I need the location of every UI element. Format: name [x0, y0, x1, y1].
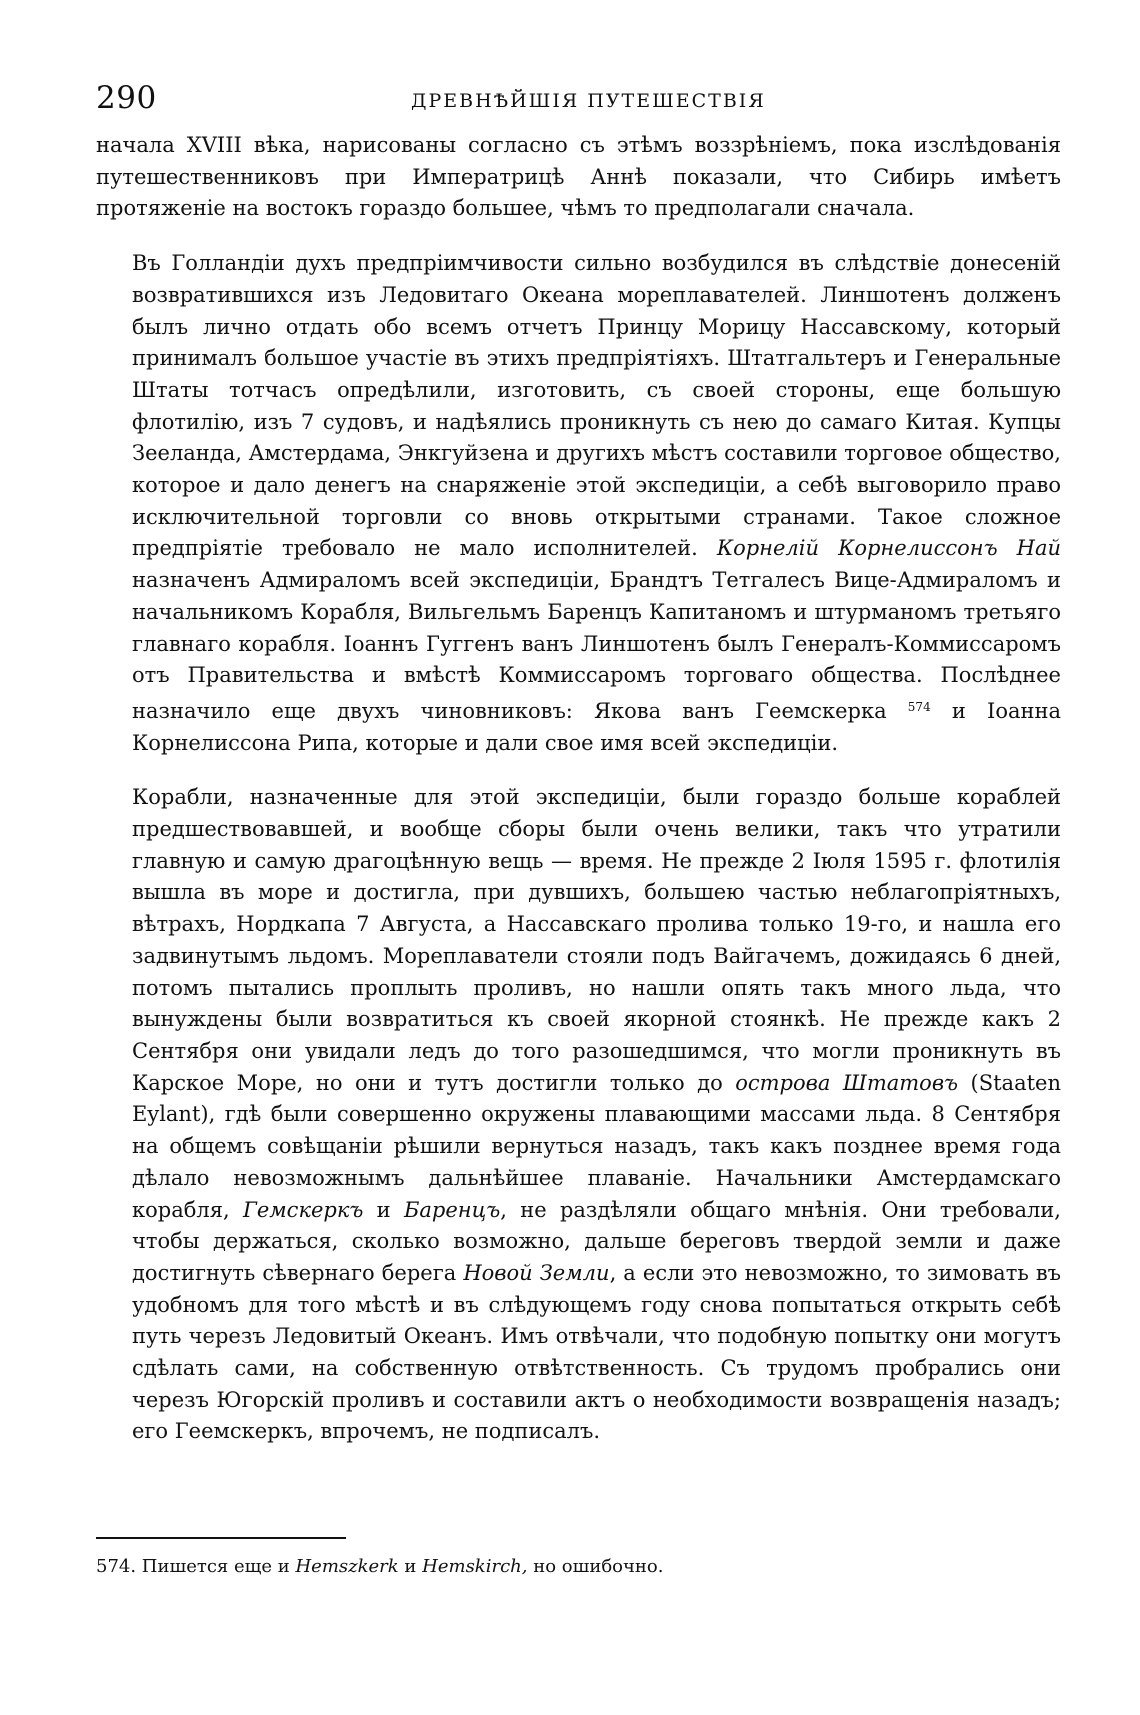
italic-place: Новой Земли [463, 1260, 610, 1285]
footnote-italic-name: Hemszkerk [295, 1556, 399, 1577]
italic-name: Корнелій Корнелиссонъ Най [716, 536, 1061, 561]
paragraph-part: (Staaten Eylant), гдѣ были совершенно окружены плавающими массами льда. 8 Сентября на общемъ совѣщаніи рѣшили вернуться назадъ, такъ какъ позднее время года дѣлало невозможнымъ дальнѣйшее плаваніе. Начальники Амстердамскаго корабля, [132, 1070, 1061, 1222]
italic-name: Баренцъ [403, 1197, 501, 1222]
footnote-divider [96, 1537, 346, 1539]
book-page [96, 70, 1062, 1577]
footnote-text: но ошибочно. [527, 1556, 664, 1577]
footnote-italic-name: Hemskirch, [422, 1556, 528, 1577]
paragraph-part: Корабли, назначенные для этой экспедиціи, были гораздо больше кораблей предшествовавшей, и вообще сборы были очень велики, такъ что утратили главную и самую драгоцѣнную вещь — время. Не прежде 2 Іюля 1595 г. флотилія вышла въ море и достигла, при дувшихъ, большею частью неблагопріятныхъ, вѣтрахъ, Нордкапа 7 Августа, а Нассавскаго пролива только 19-го, и нашла его задвинутымъ льдомъ. Мореплаватели стояли подъ Вайгачемъ, дожидаясь 6 дней, потомъ пытались проплыть проливъ, но нашли опять такъ много льда, что вынуждены были возвратиться къ своей якорной стоянкѣ. Не прежде какъ 2 Сентября они увидали ледъ до того разошедшимся, что могли проникнуть въ Карское Море, но они и тутъ достигли только до [132, 785, 1061, 1095]
paragraph-text: начала XVIII вѣка, нарисованы согласно съ этѣмъ воззрѣніемъ, пока изслѣдованія путешественниковъ при Императрицѣ Аннѣ показали, что Сибирь имѣетъ протяженіе на востокъ гораздо большее, чѣмъ то предполагали сначала. [96, 133, 1061, 221]
page-header [96, 70, 1061, 130]
footnote-text: и [398, 1556, 423, 1577]
paragraph-ships-voyage [96, 782, 1061, 1448]
paragraph-part: , а если это невозможно, то зимовать въ удобномъ для того мѣстѣ и въ слѣдующемъ году снова попытаться открыть себѣ путь черезъ Ледовитый Океанъ. Имъ отвѣчали, что подобную попытку они могутъ сдѣлать сами, на собственную отвѣтственность. Съ трудомъ пробрались они черезъ Югорскій проливъ и составили актъ о необходимости возвращенія назадъ; его Геемскеркъ, впрочемъ, не подписалъ. [132, 1260, 1062, 1444]
paragraph-part: и Іоанна Корнелиссона Рипа, которые и дали свое имя всей экспедиціи. [132, 698, 1061, 755]
paragraph-holland-expedition [96, 248, 1061, 759]
footnote [96, 1555, 663, 1579]
italic-name: Гемскеркъ [242, 1197, 364, 1222]
paragraph-part: Въ Голландіи духъ предпріимчивости сильно возбудился въ слѣдствіе донесеній возвратившихся изъ Ледовитаго Океана мореплавателей. Линшотенъ долженъ былъ лично отдать обо всемъ отчетъ Принцу Морицу Нассавскому, который принималъ большое участіе въ этихъ предпріятіяхъ. Штатгальтеръ и Генеральные Штаты тотчасъ опредѣлили, изготовить, съ своей стороны, еще большую флотилію, изъ 7 судовъ, и надѣялись проникнуть съ нею до самаго Китая. Купцы Зееланда, Амстердама, Энкгуйзена и другихъ мѣстъ составили торговое общество, которое и дало денегъ на снаряженіе этой экспедиціи, а себѣ выговорило право исключительной торговли со вновь открытыми странами. Такое сложное предпріятіе требовало не мало исполнителей. [132, 251, 1061, 561]
footnote-reference: 574 [907, 699, 931, 714]
paragraph-part: и [363, 1197, 404, 1222]
body-text [96, 130, 1061, 1448]
footnote-text: Пишется еще и [136, 1556, 296, 1577]
paragraph-continuation [96, 130, 1061, 225]
italic-place: острова Штатовъ [735, 1070, 959, 1095]
running-head: ДРЕВНѢЙШІЯ ПУТЕШЕСТВІЯ [411, 90, 766, 112]
paragraph-part: , не раздѣляли общаго мнѣнія. Они требовали, чтобы держаться, сколько возможно, дальше береговъ твердой земли и даже достигнуть сѣвернаго берега [132, 1197, 1061, 1285]
paragraph-part: назначенъ Адмираломъ всей экспедиціи, Брандтъ Тетгалесъ Вице-Адмираломъ и начальникомъ Корабля, Вильгельмъ Баренцъ Капитаномъ и штурманомъ третьяго главнаго корабля. Іоаннъ Гуггенъ ванъ Линшотенъ былъ Генералъ-Коммиссаромъ отъ Правительства и вмѣстѣ Коммиссаромъ торговаго общества. Послѣднее назначило еще двухъ чиновниковъ: Якова ванъ Геемскерка [132, 568, 1061, 723]
page-number: 290 [96, 80, 157, 116]
footnote-number: 574. [96, 1556, 137, 1577]
